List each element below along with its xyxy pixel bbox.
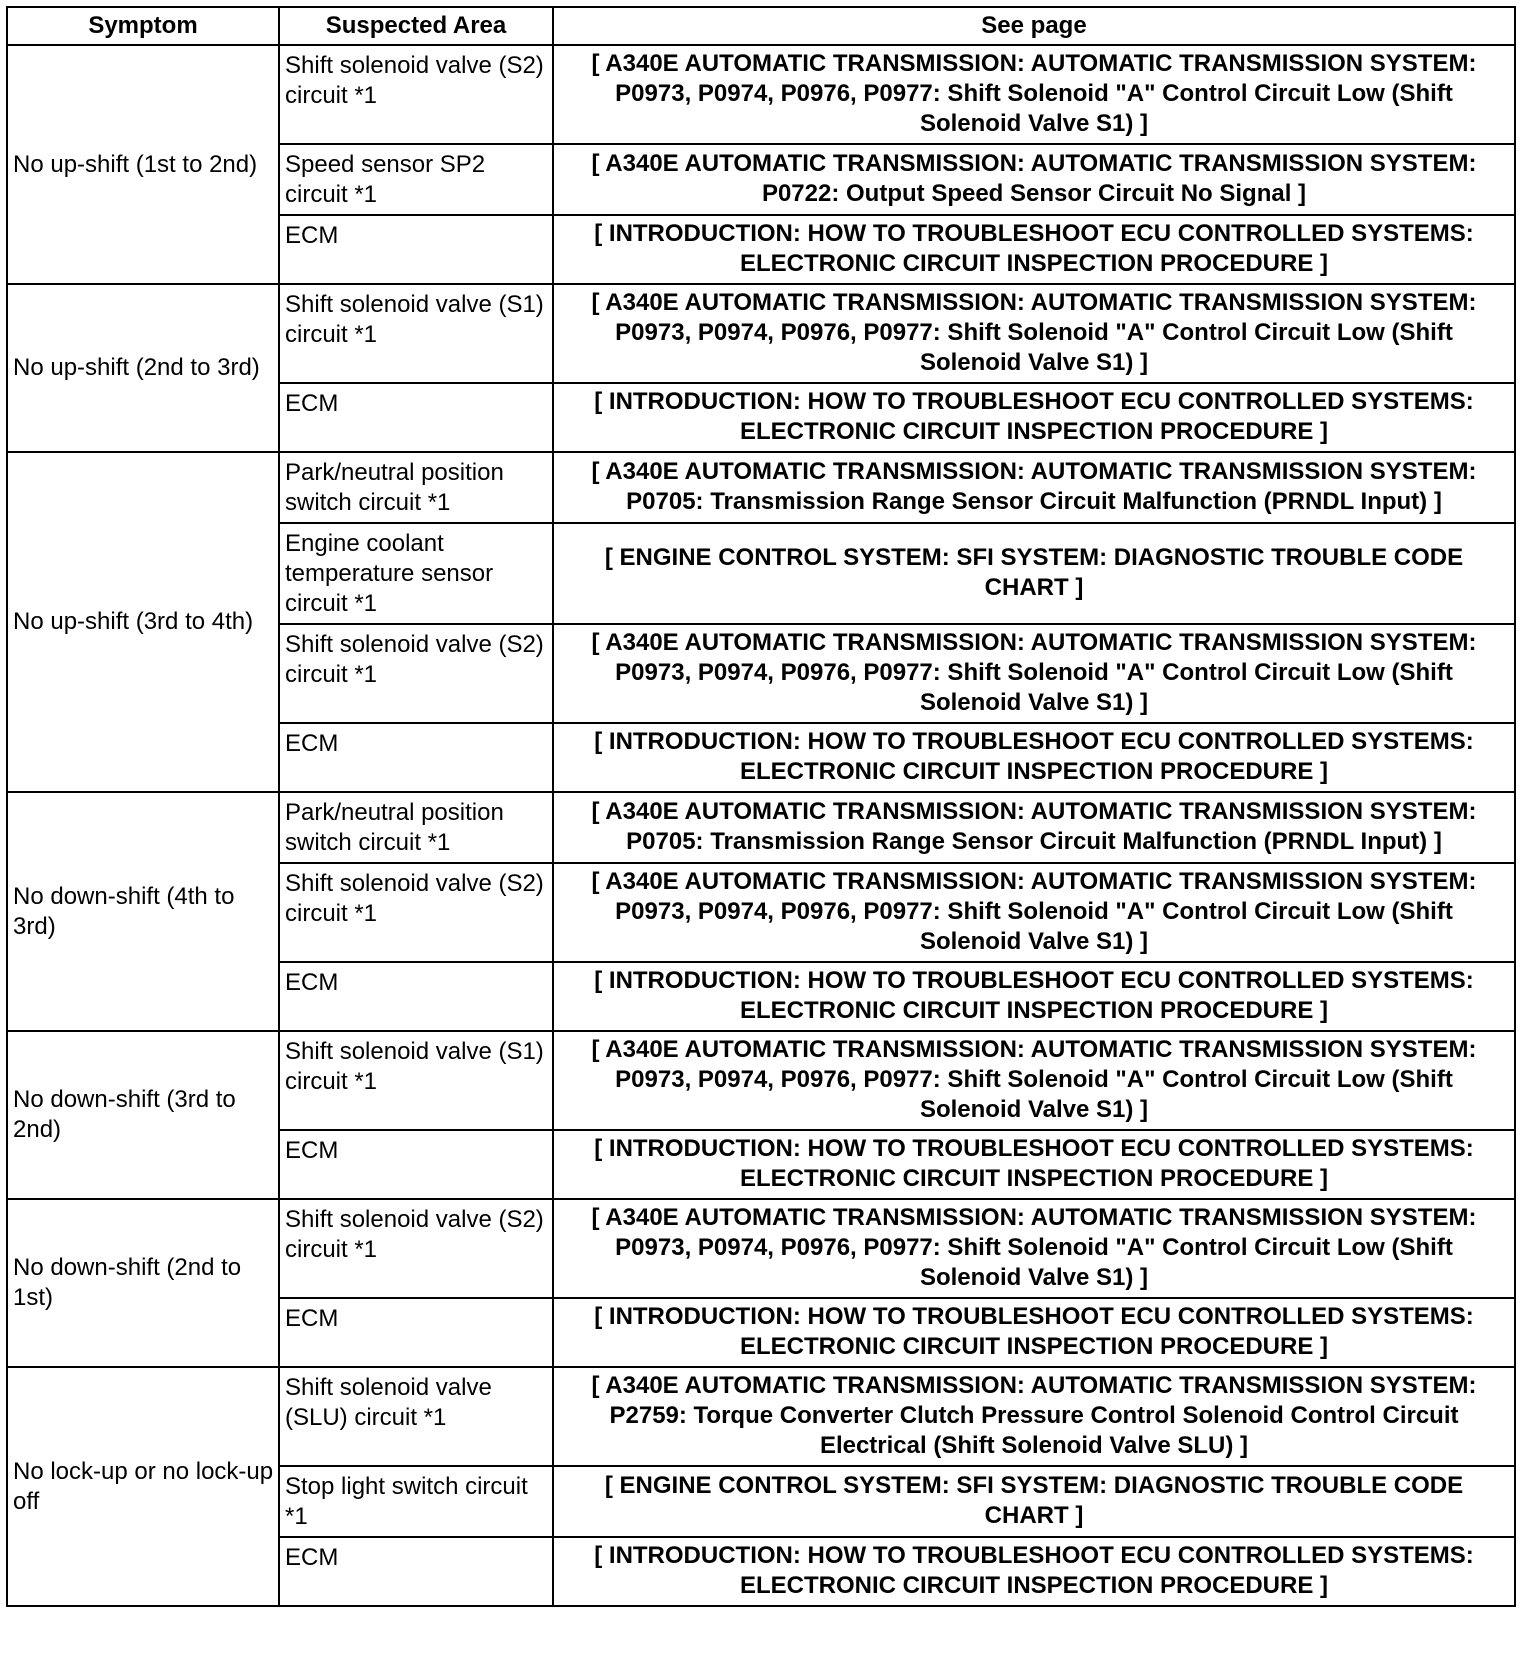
suspected-area-cell: Shift solenoid valve (S2) circuit *1 — [279, 45, 553, 144]
see-page-link[interactable]: [ A340E AUTOMATIC TRANSMISSION: AUTOMATIC TRANSMISSION SYSTEM: P0722: Output Speed Sensor Circuit No Signal ] — [553, 144, 1515, 215]
see-page-link[interactable]: [ A340E AUTOMATIC TRANSMISSION: AUTOMATIC TRANSMISSION SYSTEM: P0973, P0974, P0976, P0977: Shift Solenoid "A" Control Circuit Low (Shift Solenoid Valve S1) ] — [553, 284, 1515, 383]
suspected-area-cell: ECM — [279, 1537, 553, 1606]
suspected-area-cell: Park/neutral position switch circuit *1 — [279, 792, 553, 863]
see-page-link[interactable]: [ ENGINE CONTROL SYSTEM: SFI SYSTEM: DIAGNOSTIC TROUBLE CODE CHART ] — [553, 523, 1515, 624]
suspected-area-cell: Shift solenoid valve (S2) circuit *1 — [279, 624, 553, 723]
symptom-cell: No down-shift (4th to 3rd) — [7, 792, 279, 1031]
see-page-link[interactable]: [ A340E AUTOMATIC TRANSMISSION: AUTOMATIC TRANSMISSION SYSTEM: P0973, P0974, P0976, P0977: Shift Solenoid "A" Control Circuit Low (Shift Solenoid Valve S1) ] — [553, 1199, 1515, 1298]
suspected-area-cell: Shift solenoid valve (SLU) circuit *1 — [279, 1367, 553, 1466]
symptom-cell: No up-shift (2nd to 3rd) — [7, 284, 279, 452]
suspected-area-cell: Stop light switch circuit *1 — [279, 1466, 553, 1537]
header-row — [7, 7, 1515, 45]
table-row — [7, 452, 1515, 523]
see-page-link[interactable]: [ A340E AUTOMATIC TRANSMISSION: AUTOMATIC TRANSMISSION SYSTEM: P0973, P0974, P0976, P0977: Shift Solenoid "A" Control Circuit Low (Shift Solenoid Valve S1) ] — [553, 45, 1515, 144]
suspected-area-cell: ECM — [279, 1298, 553, 1367]
see-page-link[interactable]: [ A340E AUTOMATIC TRANSMISSION: AUTOMATIC TRANSMISSION SYSTEM: P0973, P0974, P0976, P0977: Shift Solenoid "A" Control Circuit Low (Shift Solenoid Valve S1) ] — [553, 624, 1515, 723]
symptom-cell: No down-shift (3rd to 2nd) — [7, 1031, 279, 1199]
table-row — [7, 45, 1515, 144]
see-page-link[interactable]: [ INTRODUCTION: HOW TO TROUBLESHOOT ECU CONTROLLED SYSTEMS: ELECTRONIC CIRCUIT INSPECTION PROCEDURE ] — [553, 215, 1515, 284]
symptom-cell: No up-shift (1st to 2nd) — [7, 45, 279, 284]
see-page-link[interactable]: [ A340E AUTOMATIC TRANSMISSION: AUTOMATIC TRANSMISSION SYSTEM: P0705: Transmission Range Sensor Circuit Malfunction (PRNDL Input) ] — [553, 792, 1515, 863]
see-page-link[interactable]: [ INTRODUCTION: HOW TO TROUBLESHOOT ECU CONTROLLED SYSTEMS: ELECTRONIC CIRCUIT INSPECTION PROCEDURE ] — [553, 383, 1515, 452]
suspected-area-cell: ECM — [279, 383, 553, 452]
symptom-cell: No lock-up or no lock-up off — [7, 1367, 279, 1606]
table-row — [7, 284, 1515, 383]
table-row — [7, 1367, 1515, 1466]
suspected-area-cell: Park/neutral position switch circuit *1 — [279, 452, 553, 523]
suspected-area-cell: Shift solenoid valve (S1) circuit *1 — [279, 284, 553, 383]
suspected-area-cell: Speed sensor SP2 circuit *1 — [279, 144, 553, 215]
suspected-area-cell: ECM — [279, 962, 553, 1031]
suspected-area-cell: Shift solenoid valve (S2) circuit *1 — [279, 863, 553, 962]
see-page-link[interactable]: [ A340E AUTOMATIC TRANSMISSION: AUTOMATIC TRANSMISSION SYSTEM: P2759: Torque Converter Clutch Pressure Control Solenoid Control Circuit Electrical (Shift Solenoid Valve SLU) ] — [553, 1367, 1515, 1466]
see-page-link[interactable]: [ INTRODUCTION: HOW TO TROUBLESHOOT ECU CONTROLLED SYSTEMS: ELECTRONIC CIRCUIT INSPECTION PROCEDURE ] — [553, 1298, 1515, 1367]
header-see-page: See page — [553, 7, 1515, 45]
symptom-cell: No up-shift (3rd to 4th) — [7, 452, 279, 792]
suspected-area-cell: Shift solenoid valve (S1) circuit *1 — [279, 1031, 553, 1130]
symptom-cell: No down-shift (2nd to 1st) — [7, 1199, 279, 1367]
suspected-area-cell: ECM — [279, 723, 553, 792]
suspected-area-cell: ECM — [279, 215, 553, 284]
table-body — [7, 45, 1515, 1606]
table-row — [7, 1031, 1515, 1130]
table-row — [7, 792, 1515, 863]
see-page-link[interactable]: [ A340E AUTOMATIC TRANSMISSION: AUTOMATIC TRANSMISSION SYSTEM: P0973, P0974, P0976, P0977: Shift Solenoid "A" Control Circuit Low (Shift Solenoid Valve S1) ] — [553, 863, 1515, 962]
suspected-area-cell: Engine coolant temperature sensor circuit *1 — [279, 523, 553, 624]
see-page-link[interactable]: [ INTRODUCTION: HOW TO TROUBLESHOOT ECU CONTROLLED SYSTEMS: ELECTRONIC CIRCUIT INSPECTION PROCEDURE ] — [553, 1537, 1515, 1606]
header-symptom: Symptom — [7, 7, 279, 45]
header-suspected-area: Suspected Area — [279, 7, 553, 45]
document-page — [6, 6, 1516, 1607]
suspected-area-cell: Shift solenoid valve (S2) circuit *1 — [279, 1199, 553, 1298]
see-page-link[interactable]: [ INTRODUCTION: HOW TO TROUBLESHOOT ECU CONTROLLED SYSTEMS: ELECTRONIC CIRCUIT INSPECTION PROCEDURE ] — [553, 723, 1515, 792]
problem-symptoms-table — [6, 6, 1516, 1607]
see-page-link[interactable]: [ A340E AUTOMATIC TRANSMISSION: AUTOMATIC TRANSMISSION SYSTEM: P0705: Transmission Range Sensor Circuit Malfunction (PRNDL Input) ] — [553, 452, 1515, 523]
suspected-area-cell: ECM — [279, 1130, 553, 1199]
table-row — [7, 1199, 1515, 1298]
see-page-link[interactable]: [ INTRODUCTION: HOW TO TROUBLESHOOT ECU CONTROLLED SYSTEMS: ELECTRONIC CIRCUIT INSPECTION PROCEDURE ] — [553, 1130, 1515, 1199]
see-page-link[interactable]: [ A340E AUTOMATIC TRANSMISSION: AUTOMATIC TRANSMISSION SYSTEM: P0973, P0974, P0976, P0977: Shift Solenoid "A" Control Circuit Low (Shift Solenoid Valve S1) ] — [553, 1031, 1515, 1130]
see-page-link[interactable]: [ ENGINE CONTROL SYSTEM: SFI SYSTEM: DIAGNOSTIC TROUBLE CODE CHART ] — [553, 1466, 1515, 1537]
see-page-link[interactable]: [ INTRODUCTION: HOW TO TROUBLESHOOT ECU CONTROLLED SYSTEMS: ELECTRONIC CIRCUIT INSPECTION PROCEDURE ] — [553, 962, 1515, 1031]
